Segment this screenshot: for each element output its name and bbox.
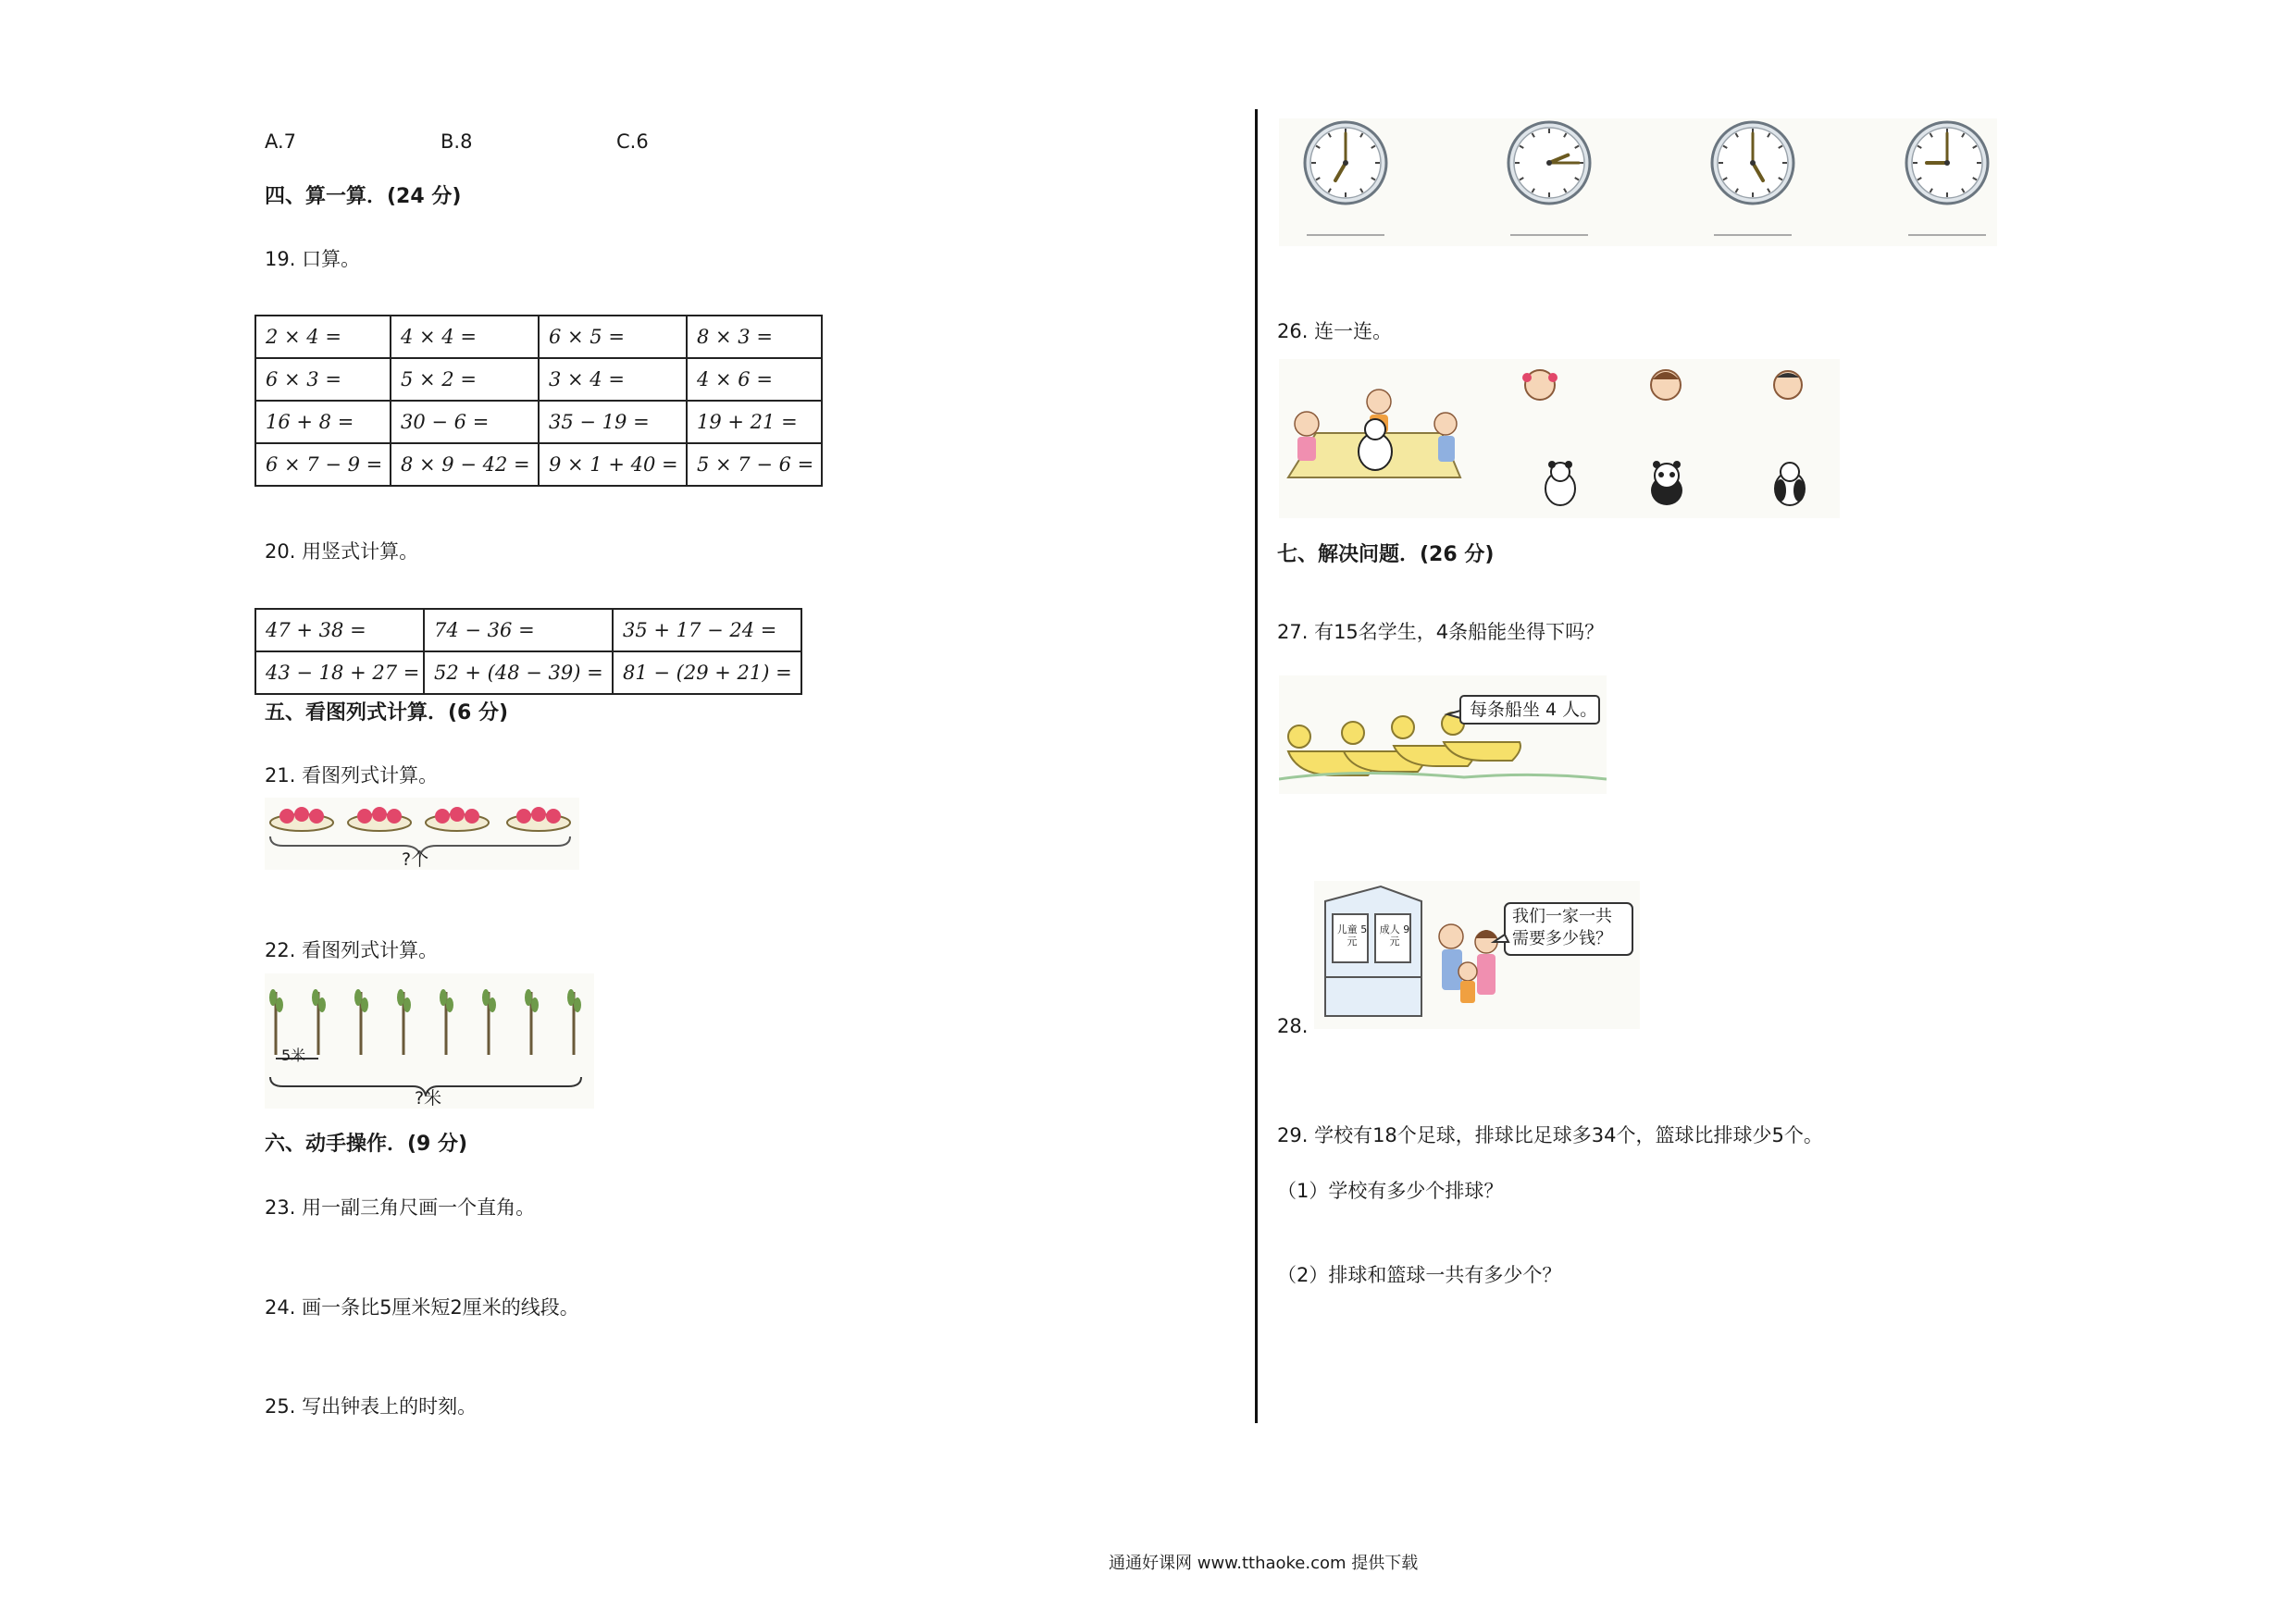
q22-interval-label: 5米 bbox=[281, 1047, 306, 1064]
clock-3 bbox=[1712, 122, 1793, 235]
q21-peach-plates-figure bbox=[265, 798, 579, 870]
boy-face-icon bbox=[1647, 365, 1684, 403]
girl-face-icon bbox=[1521, 365, 1558, 403]
q22-trees-figure bbox=[265, 973, 594, 1109]
q29-sub1: （1）学校有多少个排球？ bbox=[1277, 1180, 1504, 1202]
q28-bubble-line1: 我们一家一共 bbox=[1512, 907, 1612, 926]
table-cell: 6 × 3 = bbox=[255, 358, 391, 401]
q28-ticket-figure bbox=[1314, 881, 1640, 1029]
table-cell: 2 × 4 = bbox=[255, 316, 391, 358]
table-cell: 6 × 7 − 9 = bbox=[255, 443, 391, 486]
option-a: A.7 bbox=[265, 130, 297, 153]
table-cell: 5 × 2 = bbox=[391, 358, 539, 401]
table-cell: 35 + 17 − 24 = bbox=[613, 609, 801, 651]
q27-label: 27. 有15名学生，4条船能坐得下吗？ bbox=[1277, 621, 1605, 643]
table-cell: 74 − 36 = bbox=[424, 609, 613, 651]
table-row bbox=[255, 401, 822, 443]
child-face-icon bbox=[1769, 365, 1806, 403]
q26-connect-figure bbox=[1279, 359, 1840, 518]
table-cell: 81 − (29 + 21) = bbox=[613, 651, 801, 694]
table-row bbox=[255, 443, 822, 486]
table-cell: 5 × 7 − 6 = bbox=[687, 443, 822, 486]
table-cell: 8 × 9 − 42 = bbox=[391, 443, 539, 486]
table-row bbox=[255, 358, 822, 401]
q21-question-label: ?个 bbox=[402, 849, 429, 870]
footer-text: 通通好课网 www.tthaoke.com 提供下载 bbox=[1109, 1554, 1419, 1573]
section-6-title: 六、动手操作．(9 分) bbox=[265, 1133, 468, 1156]
table-row bbox=[255, 609, 801, 651]
table-cell: 19 + 21 = bbox=[687, 401, 822, 443]
ticket-booth-family-icon bbox=[1314, 881, 1640, 1029]
table-row bbox=[255, 316, 822, 358]
table-cell: 47 + 38 = bbox=[255, 609, 424, 651]
q28-bubble-line2: 需要多少钱？ bbox=[1512, 929, 1612, 948]
table-cell: 4 × 4 = bbox=[391, 316, 539, 358]
q20-vertical-table bbox=[254, 608, 802, 695]
column-divider bbox=[1255, 109, 1258, 1423]
table-cell: 35 − 19 = bbox=[539, 401, 687, 443]
q28-label: 28. bbox=[1277, 1015, 1309, 1037]
clock-4 bbox=[1906, 122, 1988, 235]
q19-oral-table bbox=[254, 315, 823, 487]
clock-figure bbox=[1279, 118, 1997, 246]
q22-label: 22. 看图列式计算。 bbox=[265, 939, 439, 961]
panda-back-icon bbox=[1540, 459, 1581, 507]
q27-boats-figure bbox=[1279, 675, 1607, 794]
table-cell: 3 × 4 = bbox=[539, 358, 687, 401]
q21-label: 21. 看图列式计算。 bbox=[265, 764, 439, 787]
q25-label: 25. 写出钟表上的时刻。 bbox=[265, 1395, 478, 1418]
table-cell: 52 + (48 − 39) = bbox=[424, 651, 613, 694]
table-cell: 30 − 6 = bbox=[391, 401, 539, 443]
section-5-title: 五、看图列式计算．(6 分) bbox=[265, 701, 509, 725]
q19-label: 19. 口算。 bbox=[265, 248, 361, 270]
panda-side-icon bbox=[1769, 459, 1810, 507]
q24-label: 24. 画一条比5厘米短2厘米的线段。 bbox=[265, 1296, 579, 1319]
q29-label: 29. 学校有18个足球，排球比足球多34个，篮球比排球少5个。 bbox=[1277, 1124, 1823, 1146]
table-cell: 9 × 1 + 40 = bbox=[539, 443, 687, 486]
duck-boats-icon bbox=[1279, 675, 1607, 794]
clock-2 bbox=[1508, 122, 1590, 235]
section-7-title: 七、解决问题．(26 分) bbox=[1277, 543, 1495, 566]
q20-label: 20. 用竖式计算。 bbox=[265, 540, 419, 563]
q23-label: 23. 用一副三角尺画一个直角。 bbox=[265, 1196, 536, 1219]
q26-label: 26. 连一连。 bbox=[1277, 320, 1393, 342]
option-b: B.8 bbox=[441, 130, 473, 153]
q22-question-label: ?米 bbox=[415, 1088, 442, 1109]
q28-child-price-sign: 儿童 5元 bbox=[1336, 923, 1368, 948]
table-cell: 4 × 6 = bbox=[687, 358, 822, 401]
table-cell: 43 − 18 + 27 = bbox=[255, 651, 424, 694]
option-c: C.6 bbox=[616, 130, 649, 153]
panda-front-icon bbox=[1645, 459, 1688, 507]
section-4-title: 四、算一算．(24 分) bbox=[265, 185, 462, 208]
table-cell: 16 + 8 = bbox=[255, 401, 391, 443]
clocks-svg bbox=[1279, 118, 1997, 246]
table-row bbox=[255, 651, 801, 694]
clock-1 bbox=[1305, 122, 1386, 235]
q27-bubble-text: 每条船坐 4 人。 bbox=[1470, 700, 1598, 720]
q29-sub2: （2）排球和篮球一共有多少个？ bbox=[1277, 1264, 1562, 1286]
table-cell: 8 × 3 = bbox=[687, 316, 822, 358]
table-cell: 6 × 5 = bbox=[539, 316, 687, 358]
q28-adult-price-sign: 成人 9元 bbox=[1379, 923, 1410, 948]
